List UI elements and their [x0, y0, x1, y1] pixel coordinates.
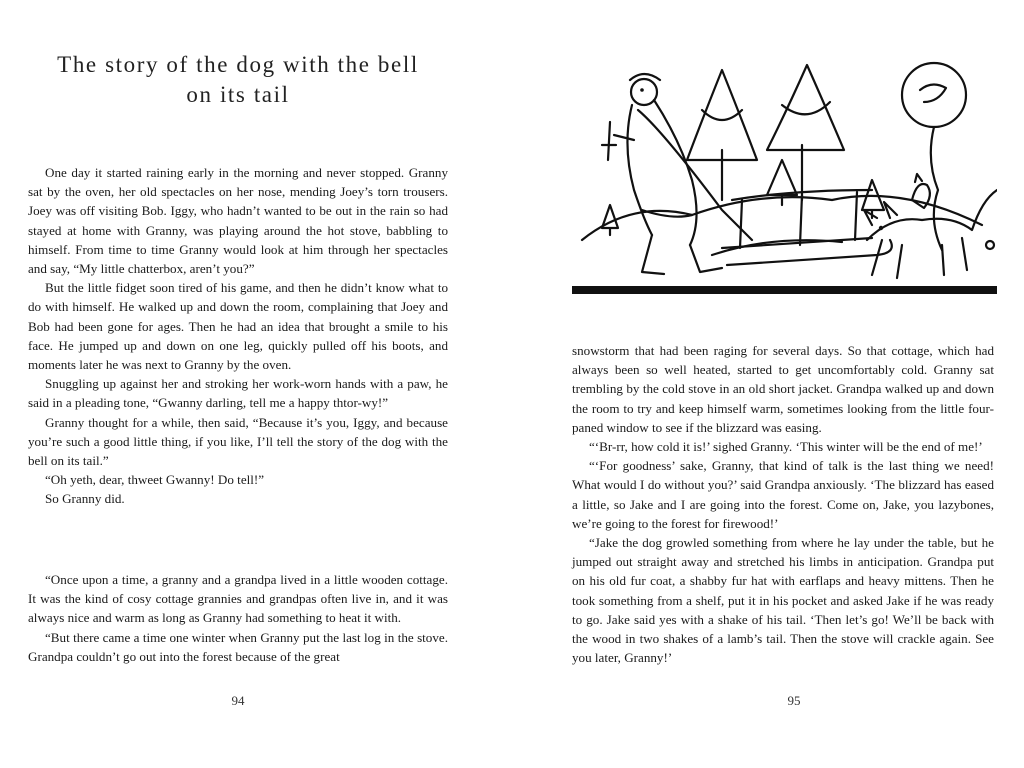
paragraph: “‘For goodness’ sake, Granny, that kind of talk is the last thing we need! What would I do without you?’ said Grandpa anxiously. ‘The blizzard has eased a little, so Jake and I are going into the forest. Come on, Jake, you lazybones, we’re going to the forest for firewood!’	[572, 458, 994, 531]
paragraph: Snuggling up against her and stroking her work-worn hands with a paw, he said in a pleading tone, “Gwanny darling, tell me a happy thtor-wy!”	[28, 376, 448, 411]
page-number-right: 95	[787, 693, 801, 708]
left-body-section-1	[28, 163, 448, 509]
paragraph: So Granny did.	[45, 491, 125, 507]
paragraph: snowstorm that had been raging for several days. So that cottage, which had always been so well heated, started to get uncomfortably cold. Granny sat trembling by the cold stove in an old short jacket. Grandpa walked up and down the room to try and keep himself warm, sometimes looking from the little four-paned window to see if the blizzard was easing.	[572, 343, 994, 435]
woodcut-grandpa-sled-dog-forest-illustration-icon	[572, 50, 997, 302]
paragraph: “Jake the dog growled something from where he lay under the table, but he jumped out straight away and stretched his limbs in anticipation. Grandpa put on his old fur coat, a shabby fur hat with earflaps and heavy mittens. Then he took something from a shelf, put it in his pocket and asked Jake if he was ready to go. Jake said yes with a shake of his tail. ‘Then let’s go! We’ll be back with the wood in two shakes of a lamb’s tail. Then the stove will crackle again. See you later, Granny!’	[572, 535, 994, 666]
right-body	[572, 341, 994, 667]
paragraph: Granny thought for a while, then said, “Because it’s you, Iggy, and because you’re such a good little thing, if you like, I’ll tell the story of the dog with the bell on its tail.”	[28, 414, 448, 469]
page-number-left: 94	[231, 693, 245, 708]
paragraph: One day it started raining early in the morning and never stopped. Granny sat by the oven, her old spectacles on her nose, mending Joey’s torn trousers. Joey was off visiting Bob. Iggy, who hadn’t wanted to be out in the rain so had stayed at home with Granny, was playing around the hot stove, babbling to himself. From time to time Granny would look at him through her spectacles and say, “My little chatterbox, aren’t you?”	[28, 165, 448, 277]
story-title	[28, 50, 448, 110]
paragraph: “Once upon a time, a granny and a grandpa lived in a little wooden cottage. It was the kind of cosy cottage grannies and grandpas often live in, and it was always nice and warm as long as Granny had something to heat it with.	[28, 572, 448, 626]
left-body-section-2	[28, 570, 448, 666]
paragraph: “Oh yeth, dear, thweet Gwanny! Do tell!”	[45, 472, 265, 488]
right-page	[512, 0, 1024, 768]
paragraph: “But there came a time one winter when Granny put the last log in the stove. Grandpa couldn’t go out into the forest because of the great	[28, 629, 448, 664]
paragraph: But the little fidget soon tired of his game, and then he didn’t know what to do with himself. He walked up and down the room, complaining that Joey and Bob had been gone for ages. Then he had an idea that brought a smile to his face. He jumped up and down on one leg, quickly pulled off his boots, and moments later he was next to Granny by the oven.	[28, 280, 448, 373]
story-title-line-2: on its tail	[186, 82, 290, 107]
story-title-line-1: The story of the dog with the bell	[57, 52, 419, 77]
paragraph: “‘Br-rr, how cold it is!’ sighed Granny. ‘This winter will be the end of me!’	[589, 439, 983, 455]
